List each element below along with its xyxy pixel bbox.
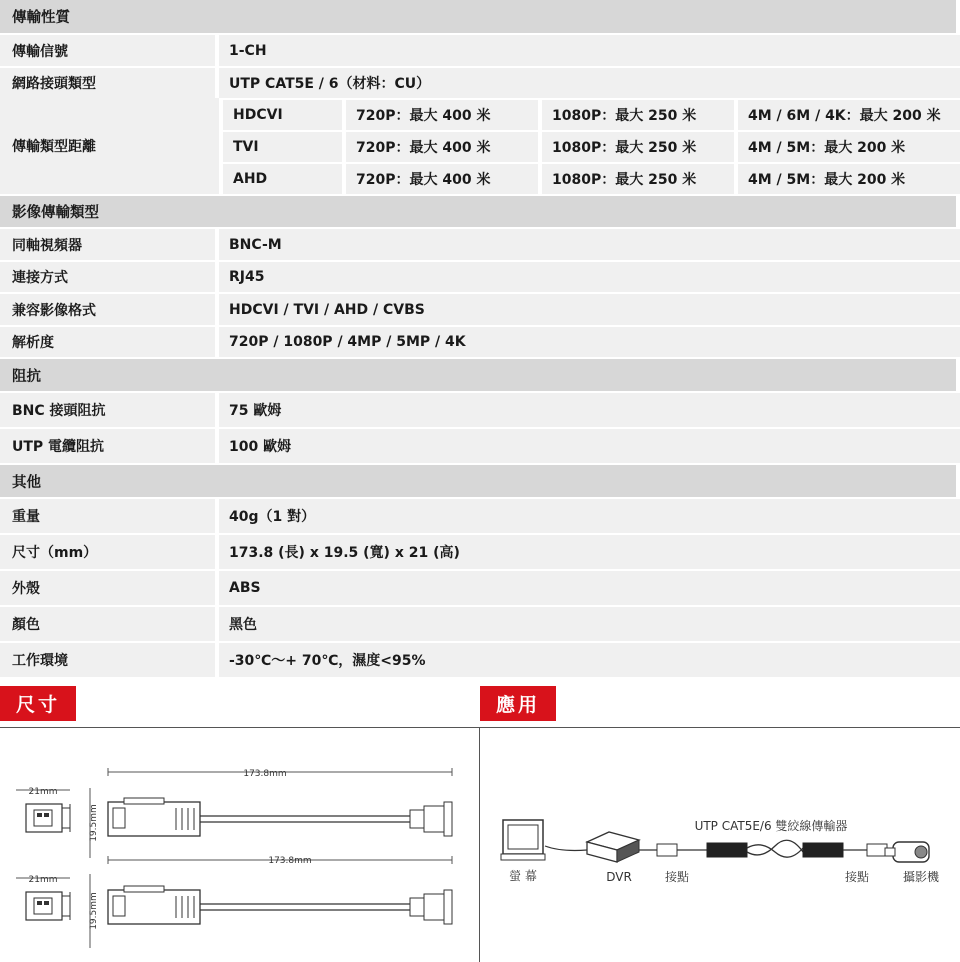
- row-weight: [0, 499, 960, 533]
- row-value: 75 歐姆: [219, 393, 960, 427]
- distance-1080p: 1080P：最大 250 米: [542, 164, 738, 194]
- distance-high: 4M / 5M：最大 200 米: [738, 132, 960, 162]
- row-environment: [0, 643, 960, 677]
- row-resolution: [0, 327, 960, 357]
- dimension-drawing: [0, 728, 478, 962]
- distance-type: AHD: [223, 164, 346, 194]
- width-label-top: 19.5mm: [89, 804, 99, 842]
- row-label: 同軸視頻器: [0, 229, 219, 260]
- dvr-label: DVR: [606, 870, 632, 884]
- row-value: HDCVI / TVI / AHD / CVBS: [219, 294, 960, 325]
- row-value: 100 歐姆: [219, 429, 960, 463]
- row-label: UTP 電纜阻抗: [0, 429, 219, 463]
- balun-bottom-drawing: [16, 856, 452, 948]
- row-label: 兼容影像格式: [0, 294, 219, 325]
- application-drawing: [481, 728, 959, 962]
- divider: [479, 727, 480, 962]
- application-tag: 應用: [480, 686, 556, 721]
- height-label-bottom: 21mm: [28, 875, 58, 885]
- distance-720p: 720P：最大 400 米: [346, 132, 542, 162]
- section-header-other: 其他: [0, 465, 960, 497]
- row-connector: [0, 68, 960, 98]
- row-value: BNC-M: [219, 229, 960, 260]
- row-connect: [0, 262, 960, 292]
- dimensions-tag: 尺寸: [0, 686, 76, 721]
- row-label: 連接方式: [0, 262, 219, 292]
- balun-left-icon: [707, 843, 747, 857]
- distance-720p: 720P：最大 400 米: [346, 100, 542, 130]
- row-value: -30℃～+ 70℃，濕度<95%: [219, 643, 960, 677]
- row-label: 工作環境: [0, 643, 219, 677]
- distance-type: TVI: [223, 132, 346, 162]
- row-format: [0, 294, 960, 325]
- camera-icon: [885, 842, 929, 862]
- length-label-top: 173.8mm: [243, 769, 287, 779]
- row-label: 重量: [0, 499, 219, 533]
- row-bnc-impedance: [0, 393, 960, 427]
- joint-right-label: 接點: [844, 870, 870, 884]
- row-value: 173.8 (長) x 19.5 (寬) x 21 (高): [219, 535, 960, 569]
- distance-1080p: 1080P：最大 250 米: [542, 132, 738, 162]
- monitor-icon: [501, 820, 545, 860]
- section-header-impedance: 阻抗: [0, 359, 960, 391]
- joint-left-label: 接點: [664, 870, 690, 884]
- distance-high: 4M / 6M / 4K：最大 200 米: [738, 100, 960, 130]
- row-label: 網路接頭類型: [0, 68, 219, 98]
- distance-high: 4M / 5M：最大 200 米: [738, 164, 960, 194]
- row-value: 720P / 1080P / 4MP / 5MP / 4K: [219, 327, 960, 357]
- section-header-video: 影像傳輸類型: [0, 196, 960, 227]
- row-utp-impedance: [0, 429, 960, 463]
- distance-row-hdcvi: [223, 100, 960, 130]
- distance-720p: 720P：最大 400 米: [346, 164, 542, 194]
- row-color: [0, 607, 960, 641]
- distance-type: HDCVI: [223, 100, 346, 130]
- dvr-icon: [587, 832, 639, 862]
- row-shell: [0, 571, 960, 605]
- balun-right-icon: [803, 843, 843, 857]
- row-signal: [0, 35, 960, 66]
- row-size: [0, 535, 960, 569]
- row-label: 解析度: [0, 327, 219, 357]
- camera-label: 攝影機: [902, 870, 940, 884]
- distance-1080p: 1080P：最大 250 米: [542, 100, 738, 130]
- row-label: 傳輸信號: [0, 35, 219, 66]
- row-value: RJ45: [219, 262, 960, 292]
- row-label: 尺寸（mm）: [0, 535, 219, 569]
- row-value: 1-CH: [219, 35, 960, 66]
- balun-top-drawing: [16, 768, 452, 858]
- row-value: 40g（1 對）: [219, 499, 960, 533]
- row-label: BNC 接頭阻抗: [0, 393, 219, 427]
- rj45-icon: [657, 844, 677, 856]
- rj45-icon: [867, 844, 887, 856]
- row-label: 外殼: [0, 571, 219, 605]
- row-value: UTP CAT5E / 6（材料：CU）: [219, 68, 960, 98]
- row-value: 黑色: [219, 607, 960, 641]
- width-label-bottom: 19.5mm: [89, 892, 99, 930]
- height-label-top: 21mm: [28, 787, 58, 797]
- distance-row-tvi: [223, 132, 960, 162]
- row-value: ABS: [219, 571, 960, 605]
- row-coax: [0, 229, 960, 260]
- application-title: UTP CAT5E/6 雙絞線傳輸器: [694, 819, 848, 833]
- monitor-label: 螢 幕: [509, 869, 537, 883]
- section-header-transmission: 傳輸性質: [0, 0, 960, 33]
- row-label: 顏色: [0, 607, 219, 641]
- row-label-distance: 傳輸類型距離: [0, 98, 219, 194]
- length-label-bottom: 173.8mm: [268, 856, 312, 866]
- distance-row-ahd: [223, 164, 960, 194]
